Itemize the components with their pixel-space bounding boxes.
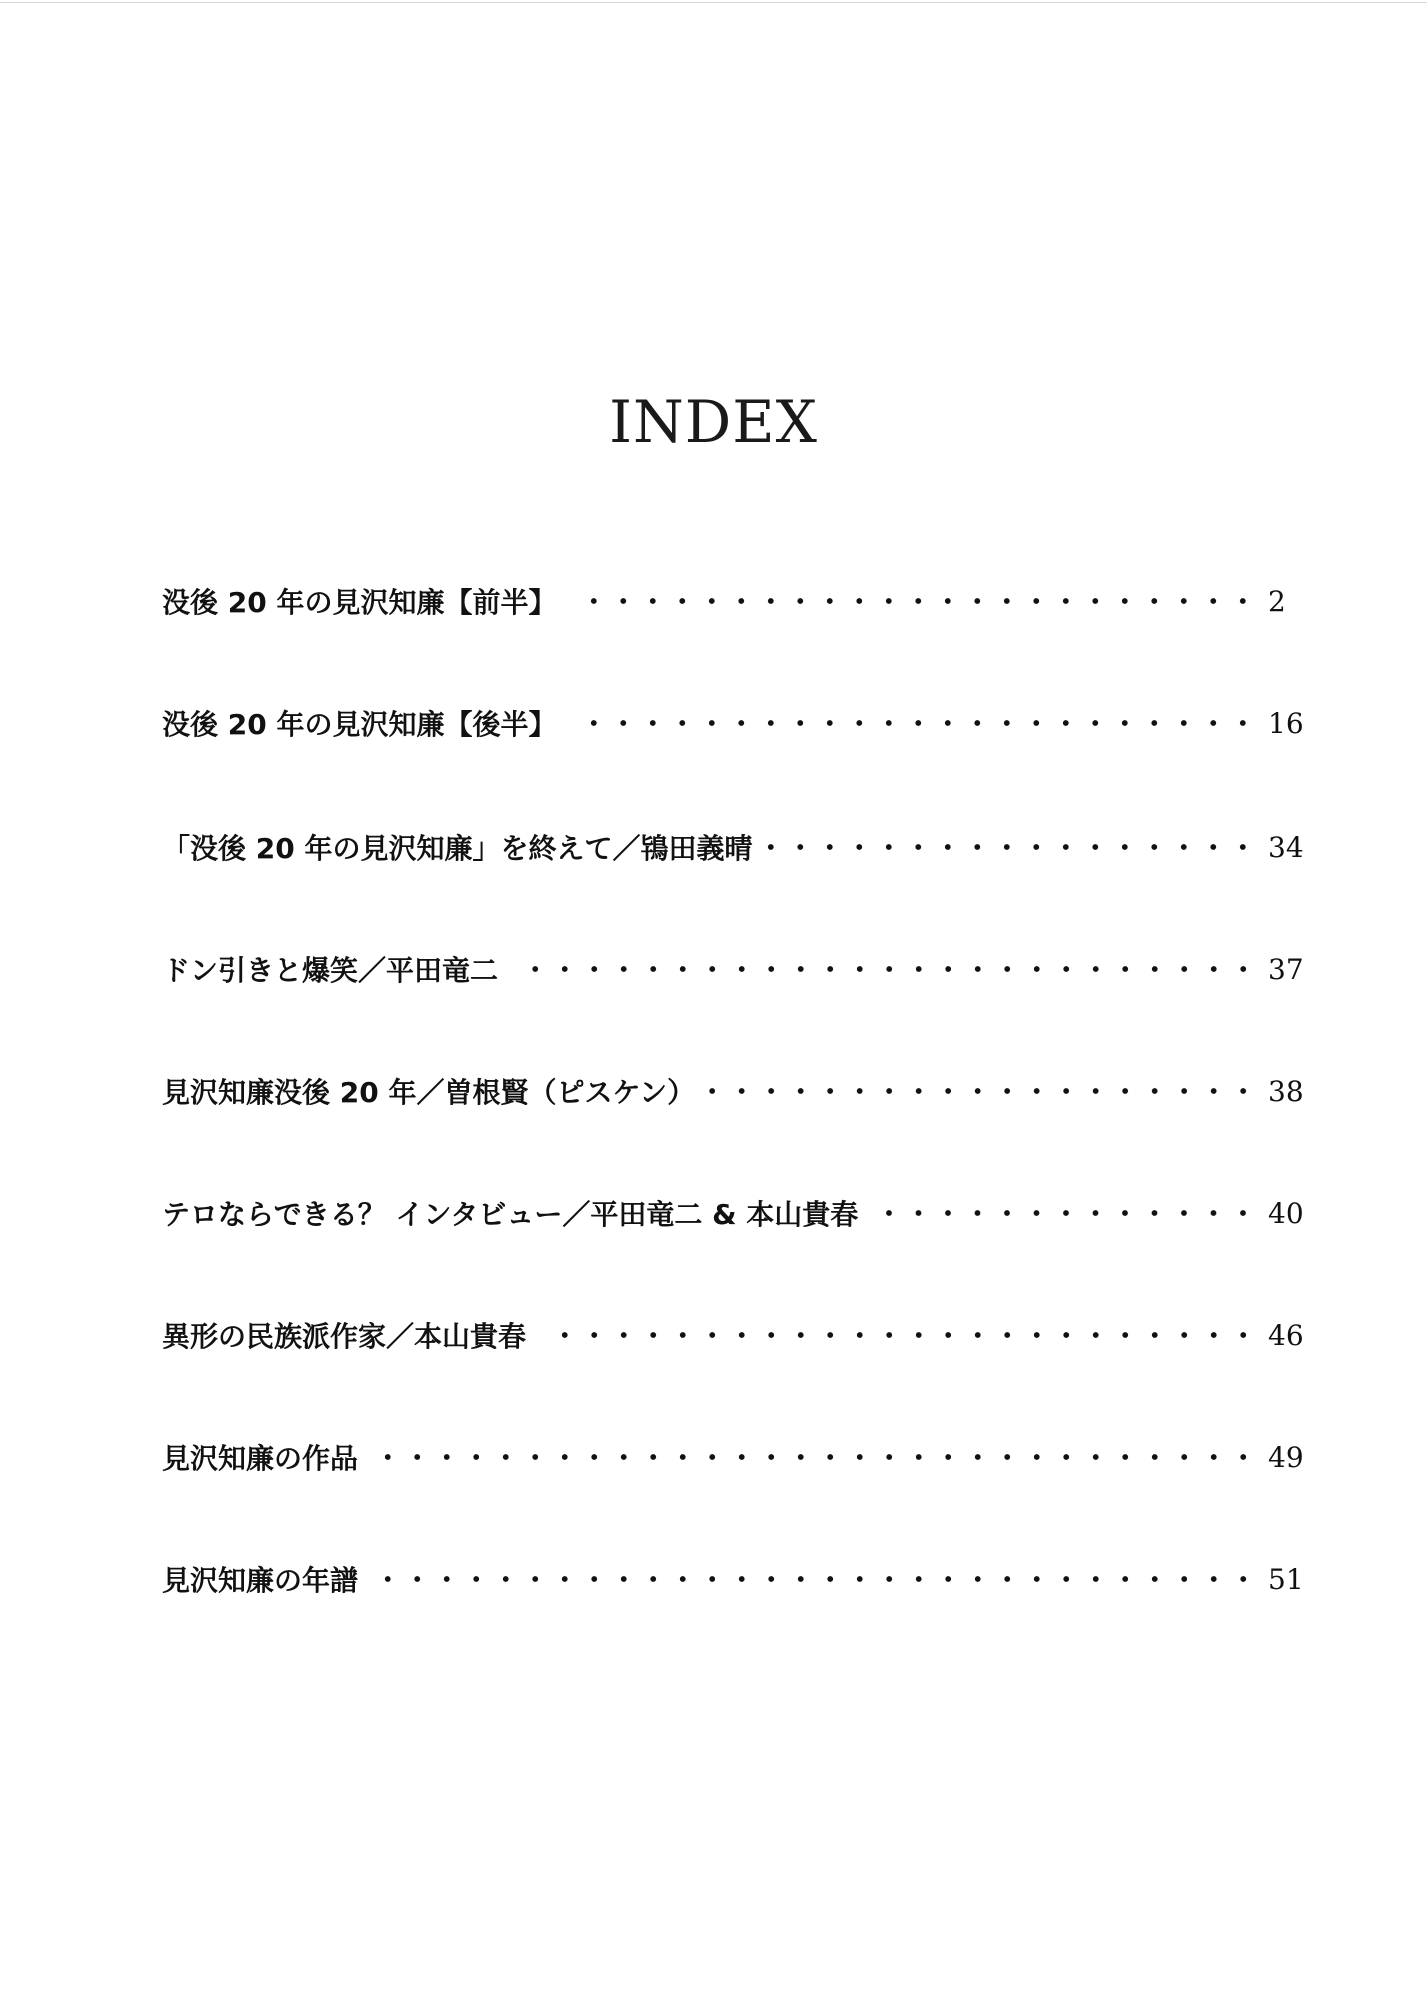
toc-entry-label: 「没後 20 年の見沢知廉」を終えて／鴇田義晴 [162, 832, 753, 865]
toc-entry-label: ドン引きと爆笑／平田竜二 [162, 954, 499, 987]
toc-entry-page: 34 [1268, 830, 1304, 864]
dot-leader [512, 964, 1258, 974]
toc-entry-5[interactable] [162, 1066, 1312, 1116]
toc-entry-4[interactable] [162, 944, 1312, 994]
dot-leader [540, 1330, 1258, 1340]
toc-entry-label: 没後 20 年の見沢知廉【前半】 [162, 586, 557, 619]
toc-entry-9[interactable] [162, 1554, 1312, 1604]
toc-entry-label: 見沢知廉の作品 [162, 1442, 359, 1475]
top-edge-line [0, 2, 1427, 3]
toc-entry-8[interactable] [162, 1432, 1312, 1482]
toc-entry-page: 40 [1268, 1196, 1304, 1230]
toc-entry-page: 49 [1268, 1440, 1304, 1474]
toc-entry-page: 2 [1268, 584, 1286, 618]
dot-leader [372, 1452, 1258, 1462]
toc-entry-6[interactable] [162, 1188, 1312, 1238]
page-title: INDEX [609, 388, 818, 456]
toc-entry-page: 16 [1268, 706, 1304, 740]
toc-entry-page: 38 [1268, 1074, 1304, 1108]
dot-leader [766, 842, 1258, 852]
toc-entry-label: 没後 20 年の見沢知廉【後半】 [162, 708, 557, 741]
toc-entry-2[interactable] [162, 698, 1312, 748]
toc-entry-1[interactable] [162, 576, 1312, 626]
toc-entry-3[interactable] [162, 822, 1312, 872]
dot-leader [570, 718, 1258, 728]
dot-leader [709, 1086, 1258, 1096]
toc-entry-label: 見沢知廉没後 20 年／曽根賢（ピスケン） [162, 1076, 696, 1109]
toc-entry-label: 異形の民族派作家／本山貴春 [162, 1320, 527, 1353]
toc-entry-7[interactable] [162, 1310, 1312, 1360]
toc-entry-page: 46 [1268, 1318, 1304, 1352]
toc-entry-label: 見沢知廉の年譜 [162, 1564, 359, 1597]
toc-entry-page: 37 [1268, 952, 1304, 986]
toc-entry-page: 51 [1268, 1562, 1304, 1596]
dot-leader [372, 1574, 1258, 1584]
toc-entry-label: テロならできる？ インタビュー／平田竜二 & 本山貴春 [162, 1198, 859, 1231]
dot-leader [570, 596, 1258, 606]
dot-leader [872, 1208, 1258, 1218]
